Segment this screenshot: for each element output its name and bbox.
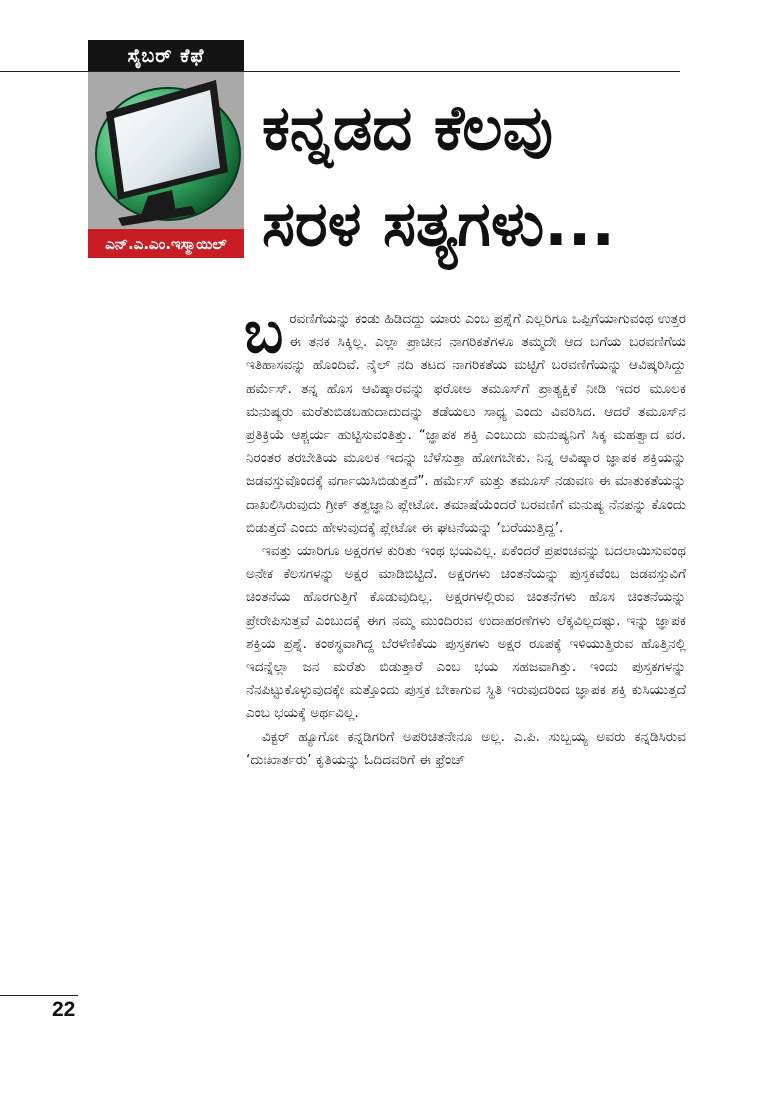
computer-monitor-icon [88, 72, 244, 230]
paragraph-2: ಇವತ್ತು ಯಾರಿಗೂ ಅಕ್ಷರಗಳ ಕುರಿತು ಇಂಥ ಭಯವಿಲ್ಲ. ಏಕೆಂದರೆ ಪ್ರಪಂಚವನ್ನು ಬದಲಾಯಿಸುವಂಥ ಅನೇಕ ಕೆಲಸಗಳನ್ನು ಅಕ್ಷರ ಮಾಡಿಬಿಟ್ಟಿದೆ. ಅಕ್ಷರಗಳು ಚಿಂತನೆಯನ್ನು ಪುಸ್ತಕವೆಂಬ ಜಡವಸ್ತುವಿಗೆ ಚಿಂತನೆಯ ಹೊರಗುತ್ತಿಗೆ ಕೊಡುವುದಿಲ್ಲ. ಅಕ್ಷರಗಳಲ್ಲಿರುವ ಚಿಂತನೆಗಳು ಹೊಸ ಚಿಂತನೆಯನ್ನು ಪ್ರೇರೇಪಿಸುತ್ತವೆ ಎಂಬುದಕ್ಕೆ ಈಗ ನಮ್ಮ ಮುಂದಿರುವ ಉದಾಹರಣೆಗಳು ಲೆಕ್ಕವಿಲ್ಲದಷ್ಟು. ಇನ್ನು ಜ್ಞಾಪಕ ಶಕ್ತಿಯ ಪ್ರಶ್ನೆ. ಕಂಠಸ್ಥವಾಗಿದ್ದ ಬೆರಳೆಣಿಕೆಯ ಪುಸ್ತಕಗಳು ಅಕ್ಷರ ರೂಪಕ್ಕೆ ಇಳಿಯುತ್ತಿರುವ ಹೊತ್ತಿನಲ್ಲಿ ಇದನ್ನೆಲ್ಲಾ ಜನ ಮರೆತು ಬಿಡುತ್ತಾರೆ ಎಂಬ ಭಯ ಸಹಜವಾಗಿತ್ತು. ಇಂದು ಪುಸ್ತಕಗಳನ್ನು ನೆನಪಿಟ್ಟುಕೊಳ್ಳುವುದಕ್ಕೇ ಮತ್ತೊಂದು ಪುಸ್ತಕ ಬೇಕಾಗುವ ಸ್ಥಿತಿ ಇರುವುದರಿಂದ ಜ್ಞಾಪಕ ಶಕ್ತಿ ಕುಸಿಯುತ್ತದೆ ಎಂಬ ಭಯಕ್ಕೆ ಅರ್ಥವಿಲ್ಲ. [246, 543, 686, 722]
article-body [244, 298, 686, 772]
headline [262, 80, 692, 272]
column-name: ಸೈಬರ್ ಕೆಫೆ [88, 40, 244, 71]
bottom-rule [0, 995, 78, 996]
page-number: 22 [52, 998, 76, 1021]
headline-line-1: ಕನ್ನಡದ ಕೆಲವು [262, 91, 553, 164]
headline-line-2: ಸರಳ ಸತ್ಯಗಳು... [262, 187, 615, 260]
paragraph-1 [244, 298, 686, 540]
column-photo [88, 72, 244, 230]
author-name: ಎನ್.ಎ.ಎಂ.ಇಸ್ಮಾಯಿಲ್ [88, 229, 244, 258]
paragraph-1-text: ರವಣಿಗೆಯನ್ನು ಕಂಡು ಹಿಡಿದದ್ದು ಯಾರು ಎಂಬ ಪ್ರಶ್ನೆಗೆ ಎಲ್ಲರಿಗೂ ಒಪ್ಪಿಗೆಯಾಗುವಂಥ ಉತ್ತರ ಈ ತನಕ ಸಿಕ್ಕಿಲ್ಲ. ಎಲ್ಲಾ ಪ್ರಾಚೀನ ನಾಗರಿಕತೆಗಳೂ ತಮ್ಮದೇ ಆದ ಬಗೆಯ ಬರವಣಿಗೆಯ ಇತಿಹಾಸವನ್ನು ಹೊಂದಿವೆ. ನೈಲ್ ನದಿ ತಟದ ನಾಗರಿಕತೆಯ ಮಟ್ಟಿಗೆ ಬರವಣಿಗೆಯನ್ನು ಆವಿಷ್ಕರಿಸಿದ್ದು ಹರ್ಮೆಸ್. ತನ್ನ ಹೊಸ ಆವಿಷ್ಕಾರವನ್ನು ಫರೋಅ ತಮೂಸ್‌ಗೆ ಪ್ರಾತ್ಯಕ್ಷಿಕೆ ನೀಡಿ ಇದರ ಮೂಲಕ ಮನುಷ್ಯರು ಮರೆತುಬಿಡಬಹುದಾದುದನ್ನು ತಡೆಯಲು ಸಾಧ್ಯ ಎಂದು ವಿವರಿಸಿದ. ಆದರೆ ತಮೂಸ್‌ನ ಪ್ರತಿಕ್ರಿಯೆ ಆಶ್ಚರ್ಯ ಹುಟ್ಟಿಸುವಂತಿತ್ತು. “ಜ್ಞಾಪಕ ಶಕ್ತಿ ಎಂಬುದು ಮನುಷ್ಯನಿಗೆ ಸಿಕ್ಕ ಮಹತ್ವಾದ ವರ. ನಿರಂತರ ತರಬೇತಿಯ ಮೂಲಕ ಇದನ್ನು ಬೆಳೆಸುತ್ತಾ ಹೋಗಬೇಕು. ನಿನ್ನ ಆವಿಷ್ಕಾರ ಜ್ಞಾಪಕ ಶಕ್ತಿಯನ್ನು ಜಡವಸ್ತುವೊಂದಕ್ಕೆ ವರ್ಗಾಯಿಸಿಬಿಡುತ್ತದೆ”. ಹರ್ಮೆಸ್ ಮತ್ತು ತಮೂಸ್ ನಡುವಣ ಈ ಮಾತುಕತೆಯನ್ನು ದಾಖಲಿಸಿರುವುದು ಗ್ರೀಕ್ ತತ್ವಜ್ಞಾನಿ ಪ್ಲೇಟೋ. ತಮಾಷೆಯೆಂದರೆ ಬರವಣಿಗೆ ಮನುಷ್ಯ ನೆನಪನ್ನು ಕೊಂದು ಬಿಡುತ್ತದೆ ಎಂದು ಹೇಳುವುದಕ್ಕೆ ಪ್ಲೇಟೋ ಈ ಘಟನೆಯನ್ನು ‘ಬರೆಯುತ್ತಿದ್ದ’. [246, 311, 686, 536]
drop-cap: ಬ [244, 298, 284, 366]
paragraph-3: ವಿಕ್ಟರ್ ಹ್ಯೂಗೋ ಕನ್ನಡಿಗರಿಗೆ ಅಪರಿಚಿತನೇನೂ ಅಲ್ಲ. ಎ.ಪಿ. ಸುಬ್ಬಯ್ಯ ಅವರು ಕನ್ನಡಿಸಿರುವ ‘ದುಃಖಾರ್ತರು’ ಕೃತಿಯನ್ನು ಓದಿದವರಿಗೆ ಈ ಫ್ರೆಂಚ್ [246, 728, 686, 768]
